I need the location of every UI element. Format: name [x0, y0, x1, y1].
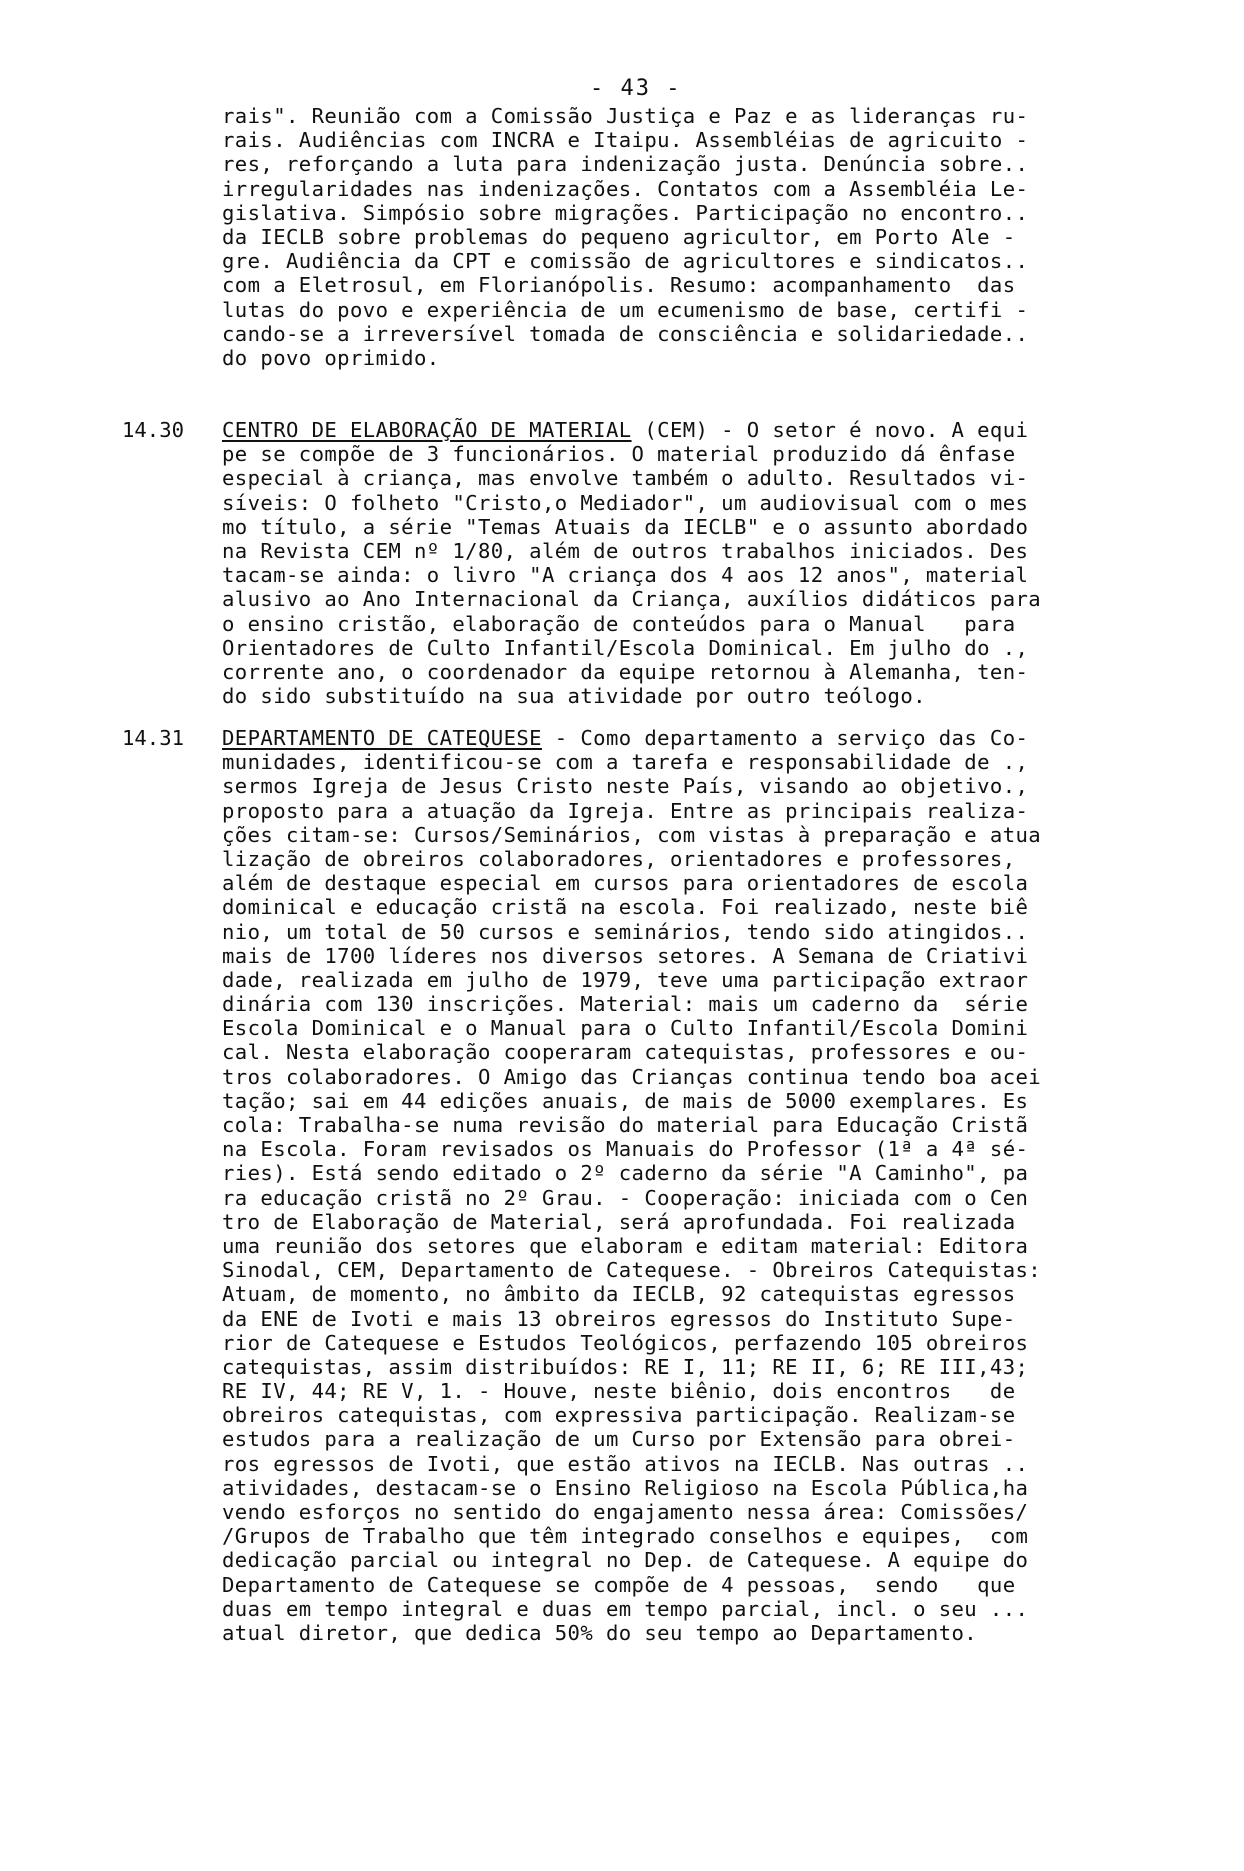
- text-line: Escola Dominical e o Manual para o Culto Infantil/Escola Domini: [222, 1016, 1029, 1041]
- text-line: nio, um total de 50 cursos e seminários, tendo sido atingidos..: [222, 919, 1029, 944]
- text-line: dinária com 130 inscrições. Material: mais um caderno da série: [222, 992, 1029, 1017]
- text-line: atual diretor, que dedica 50% do seu tempo ao Departamento.: [222, 1620, 978, 1645]
- section-first-line: [222, 726, 1162, 750]
- text-line: do povo oprimido.: [222, 345, 440, 370]
- text-line: rior de Catequese e Estudos Teológicos, perfazendo 105 obreiros: [222, 1330, 1029, 1355]
- text-line: dade, realizada em julho de 1979, teve uma participação extraor: [222, 967, 1029, 992]
- text-line: tros colaboradores. O Amigo das Crianças continua tendo boa acei: [222, 1064, 1042, 1089]
- text-line: tacam-se ainda: o livro "A criança dos 4 aos 12 anos", material: [222, 563, 1029, 588]
- text-line: da ENE de Ivoti e mais 13 obreiros egressos do Instituto Supe-: [222, 1306, 1016, 1331]
- text-line: duas em tempo integral e duas em tempo parcial, incl. o seu ...: [222, 1596, 1029, 1621]
- text-line: uma reunião dos setores que elaboram e editam material: Editora: [222, 1233, 1029, 1258]
- text-line: sermos Igreja de Jesus Cristo neste País, visando ao objetivo.,: [222, 774, 1029, 799]
- text-line: tação; sai em 44 edições anuais, de mais de 5000 exemplares. Es: [222, 1088, 1029, 1113]
- text-line: ries). Está sendo editado o 2º caderno da série "A Caminho", pa: [222, 1161, 1029, 1186]
- text-line: cola: Trabalha-se numa revisão do material para Educação Cristã: [222, 1113, 1029, 1137]
- text-line: alusivo ao Ano Internacional da Criança, auxílios didáticos para: [222, 587, 1042, 612]
- page-number: - 43 -: [590, 76, 682, 101]
- text-line: na Revista CEM nº 1/80, além de outros trabalhos iniciados. Des: [222, 538, 1029, 563]
- text-line: dominical e educação cristã na escola. Foi realizado, neste biê: [222, 895, 1029, 920]
- text-line: mo título, a série "Temas Atuais da IECLB" e o assunto abordado: [222, 514, 1029, 539]
- section-number-1430: 14.30: [122, 418, 184, 442]
- text-line: especial à criança, mas envolve também o adulto. Resultados vi-: [222, 466, 1029, 491]
- text-line: ra educação cristã no 2º Grau. - Cooperação: iniciada com o Cen: [222, 1185, 1029, 1210]
- text-line: cando-se a irreversível tomada de consciência e solidariedade..: [222, 321, 1029, 346]
- text-line: rais". Reunião com a Comissão Justiça e Paz e as lideranças ru-: [222, 104, 1029, 128]
- section-first-line-text: (CEM) - O setor é novo. A equi: [631, 418, 1029, 442]
- section-1431: [222, 726, 1162, 1645]
- text-line: lutas do povo e experiência de um ecumenismo de base, certifi -: [222, 297, 1029, 322]
- text-line: mais de 1700 líderes nos diversos setores. A Semana de Criativi: [222, 943, 1029, 968]
- section-first-line: [222, 418, 1162, 442]
- intro-paragraph: [222, 104, 1162, 370]
- text-line: obreiros catequistas, com expressiva participação. Realizam-se: [222, 1403, 1016, 1428]
- text-line: dedicação parcial ou integral no Dep. de Catequese. A equipe do: [222, 1548, 1029, 1573]
- text-line: estudos para a realização de um Curso por Extensão para obrei-: [222, 1427, 1016, 1452]
- text-line: ros egressos de Ivoti, que estão ativos na IECLB. Nas outras ..: [222, 1451, 1029, 1476]
- text-line: atividades, destacam-se o Ensino Religioso na Escola Pública,ha: [222, 1475, 1029, 1500]
- text-line: proposto para a atuação da Igreja. Entre as principais realiza-: [222, 798, 1029, 823]
- text-line: /Grupos de Trabalho que têm integrado conselhos e equipes, com: [222, 1524, 1029, 1549]
- text-line: tro de Elaboração de Material, será aprofundada. Foi realizada: [222, 1209, 1016, 1234]
- text-line: gre. Audiência da CPT e comissão de agricultores e sindicatos..: [222, 249, 1029, 274]
- text-line: o ensino cristão, elaboração de conteúdos para o Manual para: [222, 611, 1016, 636]
- text-line: pe se compõe de 3 funcionários. O material produzido dá ênfase: [222, 442, 1016, 467]
- section-heading: CENTRO DE ELABORAÇÃO DE MATERIAL: [222, 418, 632, 442]
- section-number-1431: 14.31: [122, 726, 184, 750]
- section-1430: [222, 418, 1162, 708]
- text-line: Sinodal, CEM, Departamento de Catequese. - Obreiros Catequistas:: [222, 1258, 1042, 1283]
- text-line: com a Eletrosul, em Florianópolis. Resumo: acompanhamento das: [222, 273, 1016, 298]
- text-line: ções citam-se: Cursos/Seminários, com vistas à preparação e atua: [222, 822, 1042, 847]
- text-line: do sido substituído na sua atividade por outro teólogo.: [222, 684, 926, 709]
- text-line: na Escola. Foram revisados os Manuais do Professor (1ª a 4ª sé-: [222, 1137, 1029, 1162]
- text-line: res, reforçando a luta para indenização justa. Denúncia sobre..: [222, 152, 1029, 177]
- section-first-line-text: - Como departamento a serviço das Co-: [541, 726, 1029, 750]
- text-line: Orientadores de Culto Infantil/Escola Dominical. Em julho do .,: [222, 635, 1029, 660]
- text-line: munidades, identificou-se com a tarefa e responsabilidade de .,: [222, 750, 1029, 775]
- text-line: vendo esforços no sentido do engajamento nessa área: Comissões/: [222, 1500, 1029, 1524]
- text-line: Atuam, de momento, no âmbito da IECLB, 92 catequistas egressos: [222, 1282, 1016, 1307]
- text-line: síveis: O folheto "Cristo,o Mediador", um audiovisual com o mes: [222, 490, 1029, 515]
- text-line: irregularidades nas indenizações. Contatos com a Assembléia Le-: [222, 176, 1029, 201]
- text-line: cal. Nesta elaboração cooperaram catequistas, professores e ou-: [222, 1040, 1029, 1065]
- text-line: corrente ano, o coordenador da equipe retornou à Alemanha, ten-: [222, 659, 1029, 684]
- text-line: catequistas, assim distribuídos: RE I, 11; RE II, 6; RE III,43;: [222, 1354, 1029, 1379]
- text-line: Departamento de Catequese se compõe de 4 pessoas, sendo que: [222, 1572, 1016, 1597]
- section-heading: DEPARTAMENTO DE CATEQUESE: [222, 726, 542, 750]
- text-line: lização de obreiros colaboradores, orientadores e professores,: [222, 846, 1016, 871]
- text-line: da IECLB sobre problemas do pequeno agricultor, em Porto Ale -: [222, 224, 1016, 249]
- text-line: RE IV, 44; RE V, 1. - Houve, neste biênio, dois encontros de: [222, 1379, 1016, 1404]
- text-line: rais. Audiências com INCRA e Itaipu. Assembléias de agricuito -: [222, 128, 1029, 153]
- text-line: além de destaque especial em cursos para orientadores de escola: [222, 871, 1029, 896]
- text-line: gislativa. Simpósio sobre migrações. Participação no encontro..: [222, 200, 1029, 225]
